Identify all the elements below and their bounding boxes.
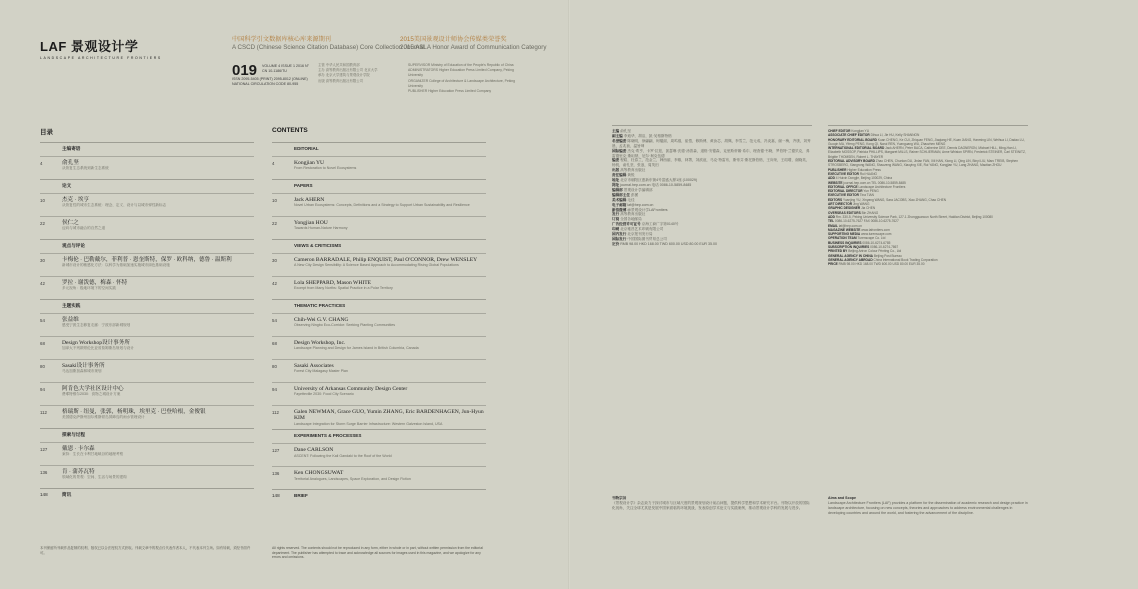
- toc-page-number: 136: [272, 471, 280, 477]
- toc-entry-text: [62, 386, 254, 402]
- toc-author: University of Arkansas Community Design Center: [294, 386, 408, 392]
- masthead-label: EXECUTIVE EDITOR: [828, 193, 859, 198]
- masthead-line: [828, 262, 1028, 266]
- toc-page-number: 94: [272, 387, 277, 392]
- masthead-value: Kuan CHENG, Ke CUI, Zhiquan FENG, Jiaqiang HE, Kuan JIANG, Hanming LIN, Weihua LI, Dadao LU, Guoqin MA, Yifeng PENG, Kong QI, Narui REN, Yuanguang WU, Zhaozhen MENG: [828, 137, 1025, 146]
- toc-author: 罗拉 · 谢泼德，梅森 · 怀特: [62, 280, 128, 286]
- issue-number: 019: [232, 62, 258, 79]
- masthead-value: 0086-10-6274-6785: [862, 240, 891, 245]
- toc-entry[interactable]: [40, 405, 254, 428]
- toc-article-title: Towards Human-Nature Harmony: [294, 226, 348, 231]
- sponsor-line: ADMINISTRATORS Higher Education Press Limited Company, Peking University: [408, 68, 514, 78]
- toc-page-number: 94: [40, 387, 45, 392]
- masthead-label: OPERATION TEAM: [828, 236, 857, 241]
- toc-section-label: 简讯: [62, 492, 72, 497]
- toc-entry-text: [62, 363, 254, 379]
- masthead-value: journal.hep.com.cn TEL 0086-10-5859-8485: [843, 180, 906, 185]
- sponsor-en: [408, 63, 528, 94]
- masthead-value: Rui HUANG: [859, 171, 878, 176]
- masthead-value: journal.hep.com.cn 电话 0086-10-5859-8485: [620, 182, 692, 187]
- masthead-label: 定价: [612, 241, 620, 246]
- masthead-label: 名誉编委: [612, 138, 627, 143]
- toc-article-title: 感受宁波生态修复走廊：宁波东部新城规划: [62, 323, 131, 328]
- masthead-label: ART DIRECTOR: [828, 202, 853, 207]
- scope-en-text: Landscape Architecture Frontiers (LAF) provides a platform for the dissemination of academic research and design practice in landscape architecture, focusing on new concepts, theories and approaches to address environmental challenges in developing countries and around the world, and fostering the advancement of the discipline.: [828, 500, 1028, 515]
- masthead-value: www.turenscape.com: [861, 232, 892, 237]
- masthead-label: 网址: [612, 182, 620, 187]
- masthead-line: [828, 146, 1028, 159]
- masthead-value: 彭赟: [630, 192, 639, 197]
- masthead-cn: [612, 129, 812, 247]
- masthead-value: Tina TIAN: [859, 193, 874, 198]
- toc-section-heading: EXPERIMENTS & PROCESSES: [272, 429, 486, 443]
- masthead-label: 责任编辑: [612, 173, 627, 178]
- masthead-label: PUBLISHER: [828, 167, 847, 172]
- toc-entry[interactable]: [40, 382, 254, 405]
- masthead-value: Kongjian YU: [851, 129, 869, 133]
- toc-page-number: 4: [272, 161, 275, 166]
- masthead-label: 美术编辑: [612, 197, 627, 202]
- masthead-label: 编辑部: [612, 187, 623, 192]
- toc-entry-text: [294, 257, 486, 273]
- masthead-value: Jing WANG: [852, 202, 870, 207]
- toc-page-number: 4: [40, 161, 43, 166]
- masthead-value: Rm. 330-5, Peking University Science Park, 127-1 Zhongguancun North Street, Haidian District, Beijing 100080: [835, 214, 993, 219]
- masthead-label: SUPPORTING MEDIA: [828, 232, 861, 237]
- masthead-value: Dihua LI, Jie HU, Kelly SHANNON: [870, 133, 920, 138]
- toc-page-number: 127: [272, 448, 280, 454]
- toc-article-title: 领域化的景观：空间、生活与场景的建构: [62, 475, 127, 480]
- toc-entry[interactable]: [272, 253, 486, 276]
- masthead-value: Turenscape Co. Ltd: [857, 236, 886, 241]
- masthead-label: 国际发行: [612, 236, 627, 241]
- masthead-label: GENERAL AGENCY IN CHINA: [828, 253, 873, 258]
- masthead-value: laf@hep.com.cn: [627, 202, 654, 207]
- masthead-label: 主编: [612, 129, 620, 133]
- toc-author: Kongjian YU: [294, 160, 325, 166]
- toc-author: 戴恩 · 卡尔森: [62, 446, 95, 452]
- masthead-value: 0086-10-6275-7627 FAX 0086-10-6275-7627: [834, 219, 899, 224]
- masthead-label: 编委: [612, 158, 620, 163]
- masthead-line: [612, 139, 812, 149]
- toc-author: 杰克 · 埃亨: [62, 197, 90, 203]
- toc-entry[interactable]: [272, 336, 486, 359]
- toc-entry-text: [62, 409, 254, 425]
- toc-entry[interactable]: [40, 442, 254, 465]
- toc-author: Sasaki设计事务所: [62, 363, 105, 369]
- toc-section-heading: 探索与过程: [40, 428, 254, 442]
- toc-author: 阿肯色大学社区设计中心: [62, 386, 124, 392]
- toc-en: [272, 142, 486, 503]
- masthead-label: ASSOCIATE CHIEF EDITOR: [828, 133, 870, 138]
- masthead-line: [612, 242, 812, 247]
- toc-entry[interactable]: [40, 216, 254, 239]
- masthead-label: ADD: [828, 176, 835, 181]
- cscd-block: [232, 36, 424, 52]
- masthead-value: 李迪华，胡洁，凯·吴格斯特格: [623, 133, 672, 138]
- masthead-label: PRINTED BY: [828, 249, 848, 254]
- toc-entry-text: [294, 197, 486, 213]
- masthead-label: MAGAZINE WEBSITE: [828, 227, 861, 232]
- toc-entry[interactable]: [40, 276, 254, 299]
- masthead-value: Jia CHEN: [861, 206, 876, 211]
- toc-author: Jack AHERN: [294, 197, 325, 203]
- toc-en-title: CONTENTS: [272, 127, 308, 134]
- toc-entry-text: [62, 469, 254, 485]
- masthead-value: RMB 98.00 HKD 168.00 TWD 600.00 USD 80.00 EUR 35.00: [838, 262, 925, 267]
- toc-author: Design Workshop设计事务所: [62, 340, 130, 346]
- masthead-value: 北京雅昌艺术印刷有限公司: [620, 227, 664, 232]
- toc-article-title: From Restoration to Novel Ecosystems: [294, 166, 357, 171]
- masthead-label: SUBSCRIPTION INQUIRIES: [828, 245, 870, 250]
- toc-entry-text: [294, 160, 486, 176]
- toc-entry-text: [62, 257, 254, 273]
- masthead-label: EDITORIAL OFFICE: [828, 184, 858, 189]
- toc-page-number: 10: [40, 198, 45, 203]
- masthead-value: 陈晓明，徐翩翩，柯韫丽，周鸣禧，崔愷，修斯博，黄汝芯，胡佩，李雪兰，范元成，冯炎嘉，谢一梅，齐康，刘秀晨，孟兆祯，温皆坤: [612, 138, 811, 148]
- toc-entry-text: [294, 220, 486, 236]
- toc-article-title: Fayetteville 2030: Food City Scenario: [294, 392, 354, 397]
- toc-entry[interactable]: [272, 313, 486, 336]
- issue-cn: CN 10-1186/TU: [262, 68, 287, 73]
- toc-page-number: 30: [40, 258, 45, 263]
- toc-page-number: 68: [272, 341, 277, 346]
- masthead-value: 京海工商广字第0140号: [641, 222, 679, 227]
- masthead-value: 俞孔坚: [620, 129, 631, 133]
- masthead-label: 国内发行: [612, 232, 627, 237]
- toc-cn-title: 目录: [40, 129, 53, 136]
- masthead-value: 0086-10-6274-7867: [870, 245, 899, 250]
- toc-section-heading: [272, 489, 486, 503]
- toc-author: 格瑞斯 · 纽曼，张郭，杨明珠，埃里克 · 巴登哈根，金俊银: [62, 409, 206, 415]
- toc-article-title: Observing Ningbo Eco-Corridor: Seeking Planting Communities: [294, 323, 396, 328]
- masthead-label: CHIEF EDITOR: [828, 129, 851, 133]
- divider: [612, 125, 812, 126]
- masthead-value: 中国国际图书贸易总公司: [627, 236, 667, 241]
- toc-article-title: 加拿大不列颠哥伦比亚省詹姆斯岛规划与设计: [62, 346, 134, 351]
- toc-section-heading: EDITORIAL: [272, 142, 486, 156]
- toc-page-number: 42: [272, 281, 277, 286]
- toc-author: Chih-Wei G.V. CHANG: [294, 317, 349, 323]
- masthead-label: GRAPHIC DESIGNER: [828, 206, 861, 211]
- toc-article-title: ASCENT: Following the Kali Gandaki to the Roof of the World: [294, 453, 392, 458]
- masthead-line: [612, 149, 812, 159]
- toc-author: 肯 · 蒲苏瓦特: [62, 469, 95, 475]
- toc-article-title: Landscape Planning and Design for James Island in British Columbia, Canada: [294, 346, 419, 351]
- toc-entry-text: [294, 409, 486, 426]
- toc-article-title: Novel Urban Ecosystems: Concepts, Definitions and a Strategy to Support Urban Sustainability and Resilience: [294, 203, 470, 208]
- masthead-line: [828, 159, 1028, 168]
- sponsor-line: 主管 中华人民共和国教育部: [318, 63, 360, 67]
- masthead-value: 毛佳: [627, 197, 635, 202]
- masthead-value: China International Book Trading Corporation: [873, 257, 938, 262]
- masthead-label: TEL: [828, 219, 835, 224]
- divider: [828, 125, 1028, 126]
- masthead-value: Beijing Post Bureau: [873, 253, 902, 258]
- masthead-value: laf@hep.com.cn: [838, 223, 862, 228]
- masthead-label: 出版: [612, 168, 620, 173]
- toc-entry[interactable]: [272, 405, 486, 429]
- toc-entry-text: [62, 197, 254, 213]
- toc-author: 张益维: [62, 317, 79, 323]
- masthead-value: 景观设计学编辑部: [623, 187, 653, 192]
- scope-cn-text: 《景观设计学》杂志致力于探讨城市与区域尺度的景观规划设计前沿问题，提供科学思想和学术研究平台。刊物以开放的国际化视角，关注全球尤其是发展中国家面临的环境挑战，发表原创学术论文与实践案例，推动景观设计学科的发展与进步。: [612, 500, 810, 510]
- logo-text: LAF 景观设计学: [40, 39, 139, 54]
- toc-author: Galen NEWMAN, Grace GUO, Yumin ZHANG, Eric BARDENHAGEN, Jun-Hyun KIM: [294, 409, 484, 422]
- toc-entry[interactable]: [272, 382, 486, 405]
- toc-section-heading: 主编寄语: [40, 142, 254, 156]
- masthead-value: 程昭，杜春兰，范金兰，韩西丽，李雄，林箐，刘滨谊，马克·特雷布，斯蒂芬·斯托斯伯格，王向荣，王绍增，谢晓英，杨锐，俞孔坚，张浪，周茂田: [612, 158, 810, 168]
- masthead-label: 电子邮箱: [612, 202, 627, 207]
- masthead-label: HONORARY EDITORIAL BOARD: [828, 137, 877, 142]
- sponsor-line: 出版 高等教育出版社有限公司: [318, 78, 364, 83]
- toc-entry[interactable]: [40, 313, 254, 336]
- masthead-label: 编辑部主任: [612, 192, 630, 197]
- toc-article-title: Territorial Analogues, Landscapes, Space Exploration, and Design Fiction: [294, 476, 411, 481]
- toc-page-number: 148: [272, 493, 280, 499]
- masthead-label: 发行: [612, 212, 620, 217]
- masthead-value: Higher Education Press: [847, 167, 881, 172]
- masthead-label: EDITORIAL DIRECTOR: [828, 189, 863, 194]
- toc-page-number: 112: [272, 410, 279, 415]
- toc-en-note: All rights reserved. The contents should not be reproduced in any form, either in whole or in part, without written permission from the editorial department. The publisher has attempted to trace and acknowledge all sources for images used in this magazine, and we apologize for any errors and omissions.: [272, 546, 483, 560]
- toc-entry[interactable]: [272, 156, 486, 179]
- toc-cn: [40, 142, 254, 502]
- toc-article-title: 美国德克萨斯州加尔维斯顿岛屏障岛的雨水管理设计: [62, 415, 145, 420]
- toc-page-number: 112: [40, 410, 47, 415]
- toc-entry-text: [294, 280, 486, 296]
- toc-entry[interactable]: [272, 216, 486, 239]
- award-block: [400, 36, 546, 52]
- toc-page-number: 80: [272, 364, 277, 369]
- sponsor-line: ORGANIZER College of Architecture & Landscape Architecture, Peking University: [408, 78, 516, 88]
- masthead-value: www.lafrontiers.com: [861, 227, 890, 232]
- toc-entry[interactable]: [40, 253, 254, 276]
- toc-article-title: Forest City Malagasy Master Plan: [294, 369, 348, 374]
- toc-page-number: 54: [40, 318, 45, 323]
- toc-article-title: Excerpt from Many Norths: Spatial Practice in a Polar Territory: [294, 286, 393, 291]
- toc-entry[interactable]: [272, 359, 486, 382]
- toc-entry[interactable]: [40, 336, 254, 359]
- toc-entry-text: [294, 317, 486, 333]
- circulation-code: NATIONAL CIRCULATION CODE 80-955: [232, 81, 299, 86]
- masthead-label: EDITORIAL ADVISORY BOARD: [828, 159, 875, 164]
- award-en: 2015 ASLA Honor Award of Communication Category: [400, 44, 547, 51]
- issue-meta: [262, 64, 309, 73]
- toc-page-number: 54: [272, 318, 277, 323]
- toc-author: Yongjian HOU: [294, 220, 328, 226]
- masthead-value: Yuanjing YU, Xinyang WANG, Sara JACOBS, Xiao ZHANG, Chao CHEN: [842, 197, 947, 202]
- toc-entry-text: [62, 280, 254, 296]
- toc-entry[interactable]: [40, 156, 254, 179]
- toc-entry-text: [62, 446, 254, 462]
- toc-page-number: 80: [40, 364, 45, 369]
- toc-entry-text: [294, 340, 486, 356]
- toc-section-heading: PAPERS: [272, 179, 486, 193]
- masthead-value: Jack AHERN, Peter BACA, Catherine DEE, Dennis DAGNERON, Michael HILL, Ming-Han LI, Elizabeth MOSSOP, Patricia PHILLIPS, Margaret MILLS, Rainer SCHLIERMAN, Anne Whiston SPIRN, Frederick STEINER, Carl STEINITZ, Brigitte THOMSEN, Robert L. THAYER: [828, 146, 1026, 159]
- toc-page-number: 22: [272, 221, 277, 226]
- masthead-label: 国际编委: [612, 148, 627, 153]
- toc-entry-text: [62, 160, 254, 176]
- toc-cn-note: 本刊保留所刊载作品复制的权利，版权已以合法授权方式获取。刊载文章中的观点仅代表作者本人，不代表本刊立场。如有转载，须经书面许可。: [40, 546, 251, 555]
- toc-entry-text: [294, 386, 486, 402]
- masthead-label: EXECUTIVE EDITOR: [828, 171, 859, 176]
- masthead-value: Bin ZHANG: [861, 210, 879, 215]
- masthead-value: 杰克·埃亨，卡罗·拉兹，凯瑟琳·沃德·汤普森，道格·安德森，克里斯蒂娜·希尔，理查德·韦勒，罗伯特·兰德贝克，弗雷德里克·斯坦纳，尼尔·柯克伍德: [612, 148, 810, 158]
- masthead-en: [828, 129, 1028, 267]
- toc-entry[interactable]: [272, 466, 486, 489]
- toc-entry-text: [294, 447, 486, 463]
- toc-author: 侯仁之: [62, 220, 79, 226]
- masthead-value: Beijing Artron Colour Printing Co., Ltd: [848, 249, 902, 254]
- logo-subtitle: LANDSCAPE ARCHITECTURE FRONTIERS: [40, 56, 162, 60]
- toc-article-title: 从恢复性的城市生态系统：理念、定义、设计与以城市弹性新标志: [62, 203, 167, 208]
- masthead-value: 黄锐: [627, 173, 635, 178]
- scope-cn: [612, 496, 812, 511]
- toc-page-number: 42: [40, 281, 45, 286]
- masthead-label: 地址: [612, 178, 620, 183]
- toc-author: Ken CHONGSUWAT: [294, 470, 344, 477]
- toc-page-number: 30: [272, 258, 277, 263]
- toc-entry[interactable]: [40, 359, 254, 382]
- toc-author: Cameron BARRADALE, Philip ENQUIST, Paul O'CONNOR, Drew WENSLEY: [294, 257, 478, 263]
- toc-section-heading: 主题实践: [40, 299, 254, 313]
- toc-entry-text: [294, 363, 486, 379]
- award-cn: 2015美国景观设计师协会传媒类荣誉奖: [400, 36, 507, 43]
- masthead-value: 北京市朝阳区惠新东街4号富盛大厦1座 (100029): [620, 178, 698, 183]
- issue-volume: VOLUME 4 ISSUE 1 2016 N°: [262, 64, 309, 68]
- toc-section-label: BRIEF: [294, 493, 308, 499]
- toc-author: 俞孔坚: [62, 160, 79, 166]
- toc-entry-text: [62, 220, 254, 236]
- toc-article-title: Landscape Integration for Storm Surge Barrier Infrastructure: Western Galveston Island, USA: [294, 421, 443, 426]
- scope-en-heading: Aims and Scope: [828, 496, 856, 500]
- masthead-value: 4 Huixin Dongjie, Beijing 100029, China: [835, 176, 892, 181]
- sponsor-line: SUPERVISOR Ministry of Education of the People's Republic of China: [408, 63, 514, 67]
- toc-article-title: A New City Design Sensibility: A Science Based Approach to Accommodating Rising Global Populations: [294, 263, 459, 268]
- masthead-label: GENERAL AGENCY ABROAD: [828, 257, 873, 262]
- toc-author: 卡梅伦 · 巴勒戴尔，菲利普 · 恩奎斯特，保罗 · 欧科纳，德鲁 · 温斯利: [62, 257, 232, 263]
- toc-article-title: 秉持：生长在卡利甘地峡谷的地理考察: [62, 452, 124, 457]
- toc-article-title: 多元视角：极地环境下的空间实践: [62, 286, 116, 291]
- sponsor-line: PUBLISHER Higher Education Press Limited Company: [408, 89, 492, 94]
- masthead-label: EDITORS: [828, 197, 843, 202]
- toc-page-number: 68: [40, 341, 45, 346]
- toc-article-title: 马达加斯加森林城市规划: [62, 369, 102, 374]
- issn-block: [232, 77, 308, 87]
- masthead-line: [612, 158, 812, 168]
- masthead-label: 副主编: [612, 133, 623, 138]
- toc-article-title: 费耶特维尔2030：食物之城设计方案: [62, 392, 121, 397]
- masthead-value: Yun PENG: [863, 189, 879, 194]
- toc-entry-text: [62, 340, 254, 356]
- masthead-label: 订阅: [612, 217, 620, 222]
- toc-page-number: 148: [40, 492, 48, 497]
- masthead-label: 印刷: [612, 227, 620, 232]
- toc-entry-text: [62, 317, 254, 333]
- masthead-label: EMAIL: [828, 223, 838, 228]
- toc-page-number: 127: [40, 447, 48, 452]
- toc-author: Design Workshop, Inc.: [294, 340, 346, 346]
- masthead-label: ADD: [828, 214, 835, 219]
- sponsor-line: 承办 北京大学建筑与景观设计学院: [318, 73, 370, 78]
- masthead-label: INTERNATIONAL EDITORIAL BOARD: [828, 146, 885, 151]
- masthead-value: 高等教育出版社: [620, 168, 646, 173]
- masthead-label: PRICE: [828, 262, 838, 267]
- cscd-en: A CSCD (Chinese Science Citation Database) Core Collection Journal: [232, 44, 425, 51]
- masthead-label: 广告经营许可证号: [612, 222, 641, 227]
- sponsor-line: 主办 高等教育出版社有限公司 北京大学: [318, 68, 378, 73]
- masthead-label: 新浪微博: [612, 207, 627, 212]
- toc-entry[interactable]: [272, 276, 486, 299]
- masthead-value: Zhao CHEN, Chunlan DU, Jinlan FAN, Xili HAN, Xiong LI, Qing LIN, Binyi LIU, Marc TREIB, Stephen STROSBERG, Xiangrong WANG, Shaozeng WANG, Xiaoying XIE, Rui YANG, Kongjian YU, Lang ZHANG, Maotian ZHOU: [828, 159, 1018, 168]
- toc-author: Sasaki Associates: [294, 363, 334, 369]
- masthead-value: Landscape Architecture Frontiers: [858, 184, 906, 189]
- masthead-label: BUSINESS INQUIRIES: [828, 240, 862, 245]
- masthead-label: OVERSEAS EDITORS: [828, 210, 861, 215]
- sponsor-cn: [318, 63, 396, 84]
- toc-entry[interactable]: [40, 465, 254, 488]
- toc-section-heading: [40, 488, 254, 502]
- page-fold: [568, 0, 570, 589]
- toc-article-title: 迈向与城市融合的自然之道: [62, 226, 106, 231]
- masthead-value: 高等教育出版社: [620, 212, 646, 217]
- masthead-value: RMB 98.00 HKD 168.00 TWD 600.00 USD 80.00 EUR 35.00: [620, 241, 718, 246]
- issn: ISSN 2095-5405 (PRINT) 2095-8012 (ONLINE): [232, 77, 308, 81]
- toc-article-title: 从恢复生态系统到新生态系统: [62, 166, 109, 171]
- toc-entry[interactable]: [272, 443, 486, 466]
- toc-article-title: 新城市设计的敏感化方法：以科学为基础加速实施城市绿色基础设施: [62, 263, 170, 268]
- toc-section-heading: 论文: [40, 179, 254, 193]
- toc-section-heading: THEMATIC PRACTICES: [272, 299, 486, 313]
- toc-author: Dane CARLSON: [294, 447, 334, 454]
- toc-page-number: 10: [272, 198, 277, 203]
- cscd-cn: 中国科学引文数据库核心库来源期刊: [232, 36, 331, 43]
- toc-page-number: 22: [40, 221, 45, 226]
- toc-page-number: 136: [40, 470, 48, 475]
- toc-entry[interactable]: [272, 193, 486, 216]
- masthead-label: WEBSITE: [828, 180, 843, 185]
- toc-author: Lola SHEPPARD, Mason WHITE: [294, 280, 372, 286]
- toc-entry[interactable]: [40, 193, 254, 216]
- toc-entry-text: [294, 470, 486, 486]
- logo: [40, 36, 162, 60]
- toc-section-heading: 观点与评论: [40, 239, 254, 253]
- masthead-line: [828, 138, 1028, 147]
- scope-en: [828, 496, 1028, 516]
- masthead-value: 北京报刊发行局: [627, 232, 653, 237]
- toc-section-heading: VIEWS & CRITICISMS: [272, 239, 486, 253]
- scope-cn-heading: 刊物宗旨: [612, 496, 627, 500]
- masthead-value: 全国各地邮局: [620, 217, 642, 222]
- masthead-value: @景观设计学LAFrontiers: [627, 207, 668, 212]
